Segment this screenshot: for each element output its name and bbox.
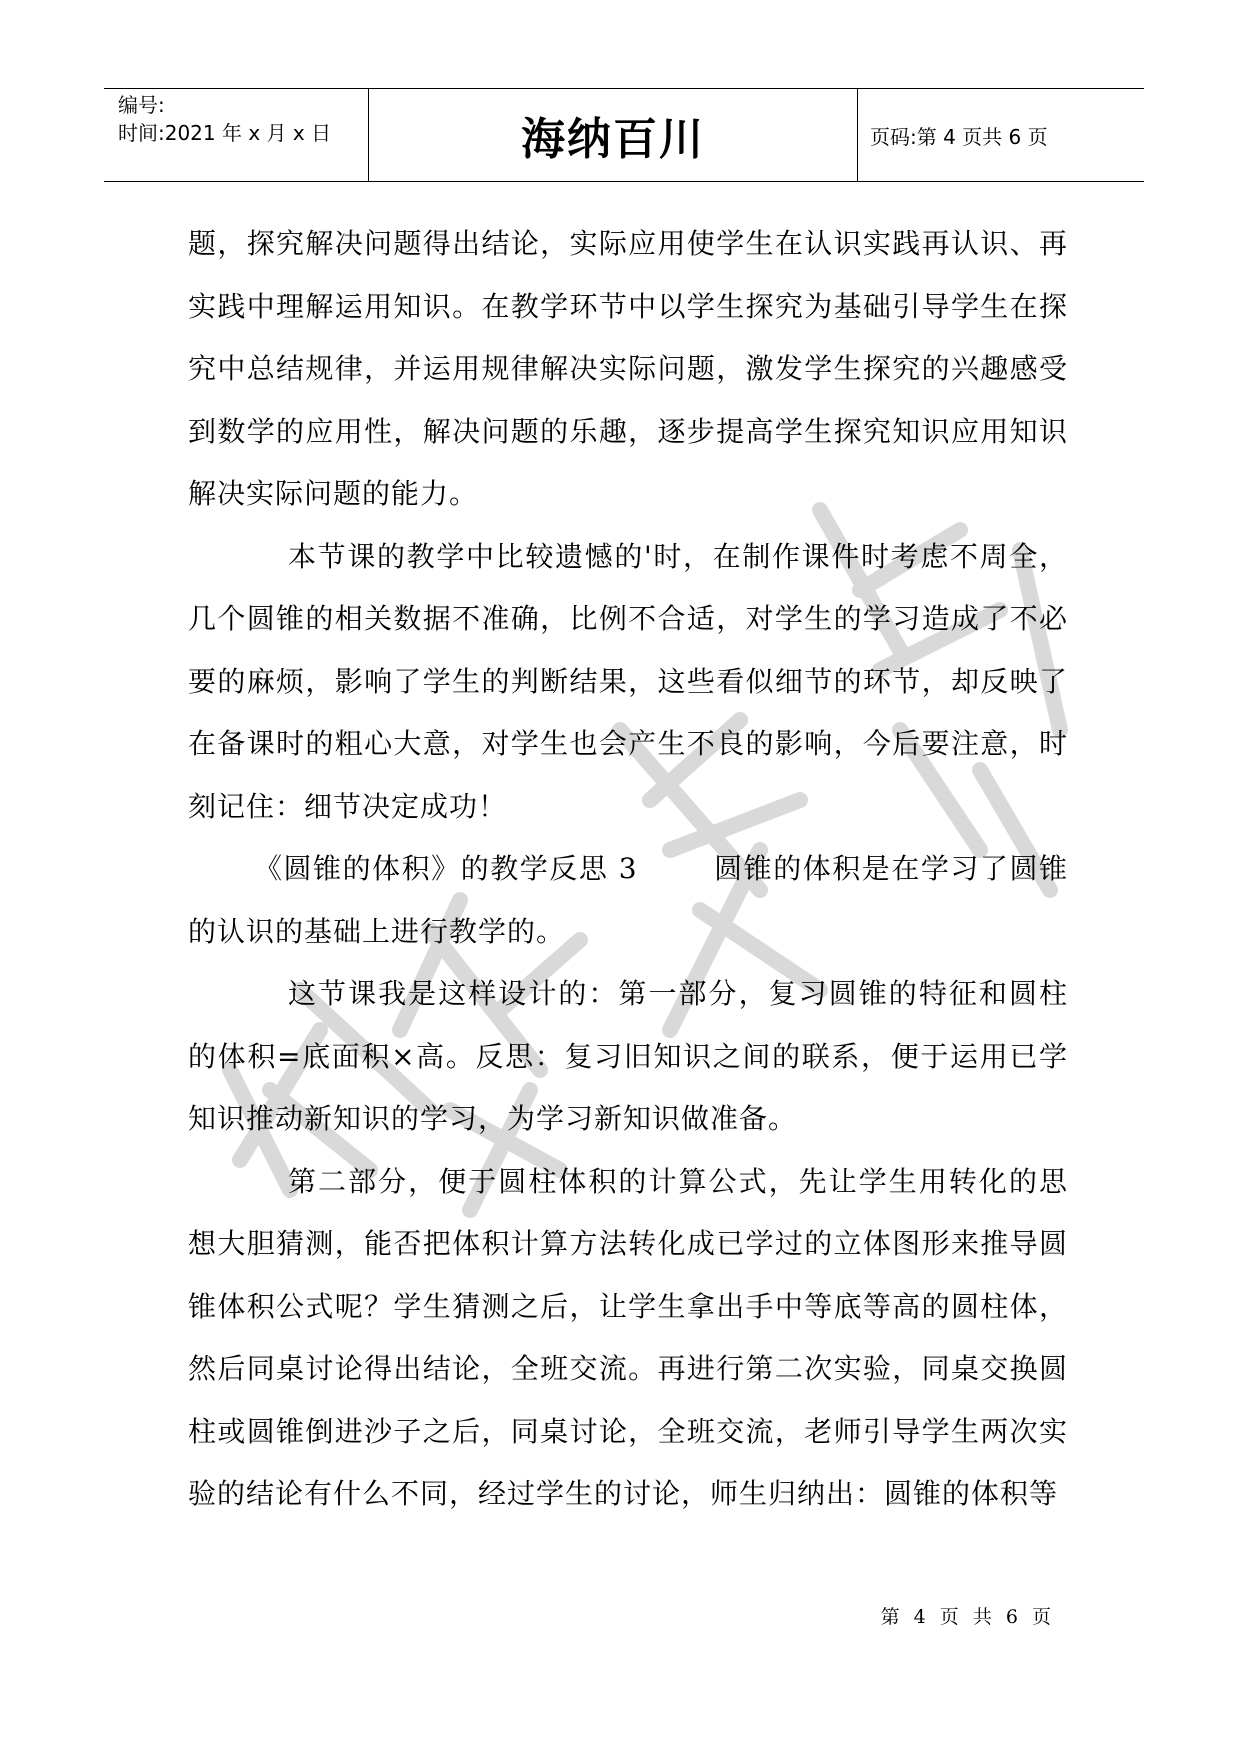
body-paragraph-section-heading	[188, 838, 1068, 963]
header-page-code: 页码:第 4 页共 6 页	[870, 124, 1048, 149]
body-paragraph: 这节课我是这样设计的：第一部分，复习圆锥的特征和圆柱的体积=底面积×高。反思：复习旧知识之间的联系，便于运用已学知识推动新知识的学习，为学习新知识做准备。	[188, 977, 1068, 1135]
document-header	[104, 88, 1144, 182]
body-paragraph: 题，探究解决问题得出结论，实际应用使学生在认识实践再认识、再实践中理解运用知识。在教学环节中以学生探究为基础引导学生在探究中总结规律，并运用规律解决实际问题，激发学生探究的兴趣感受到数学的应用性，解决问题的乐趣，逐步提高学生探究知识应用知识解决实际问题的能力。	[188, 227, 1068, 510]
body-paragraph: 本节课的教学中比较遗憾的'时，在制作课件时考虑不周全，几个圆锥的相关数据不准确，比例不合适，对学生的学习造成了不必要的麻烦，影响了学生的判断结果，这些看似细节的环节，却反映了在备课时的粗心大意，对学生也会产生不良的影响，今后要注意，时刻记住：细节决定成功！	[188, 539, 1068, 823]
document-date: 时间:2021 年 x 月 x 日	[118, 121, 332, 145]
document-body	[188, 213, 1068, 1526]
header-page-cell	[858, 89, 1144, 181]
body-paragraph: 第二部分，便于圆柱体积的计算公式，先让学生用转化的思想大胆猜测，能否把体积计算方法转化成已学过的立体图形来推导圆锥体积公式呢？学生猜测之后，让学生拿出手中等底等高的圆柱体，然后同桌讨论得出结论，全班交流。再进行第二次实验，同桌交换圆柱或圆锥倒进沙子之后，同桌讨论，全班交流，老师引导学生两次实验的结论有什么不同，经过学生的讨论，师生归纳出：圆锥的体积等	[188, 1164, 1068, 1510]
page-footer: 第 4 页 共 6 页	[880, 1606, 1055, 1628]
document-number-label: 编号:	[118, 93, 165, 117]
header-meta-cell	[104, 89, 368, 181]
body-paragraph-inline: 圆锥的体积是在学习了圆锥的认识的基础上进行教学的。	[188, 852, 1068, 948]
section-heading: 《圆锥的体积》的教学反思 3	[254, 852, 638, 885]
header-brand-cell	[368, 89, 858, 181]
brand-title: 海纳百川	[521, 114, 705, 165]
